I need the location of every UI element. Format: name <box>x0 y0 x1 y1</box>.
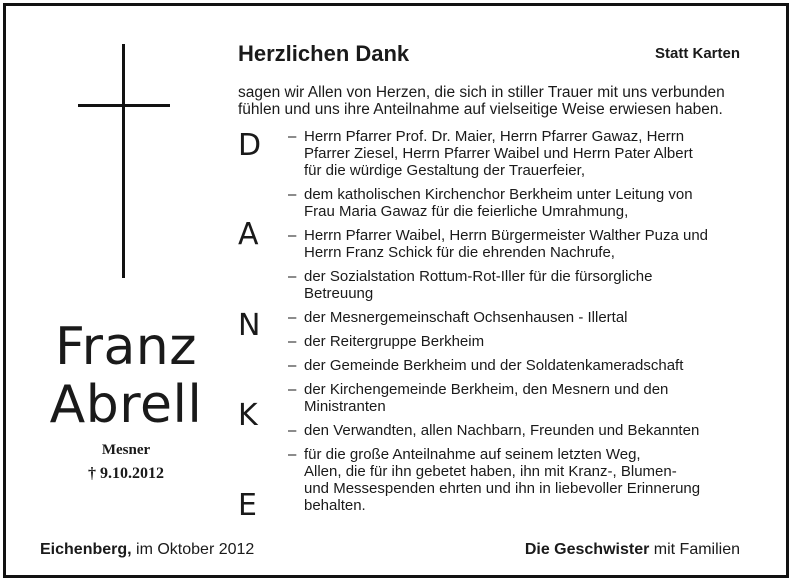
list-item-text: den Verwandten, allen Nachbarn, Freunden und Bekannten <box>304 422 700 439</box>
intro-line: fühlen und uns ihre Anteilnahme auf vielseitige Weise erwiesen haben. <box>238 101 723 118</box>
footer-signature <box>525 541 740 559</box>
dash-mark: – <box>288 186 297 203</box>
list-item <box>288 227 768 261</box>
list-item-text: der Sozialstation Rottum-Rot-Iller für die fürsorgliche Betreuung <box>304 268 653 302</box>
intro-line: sagen wir Allen von Herzen, die sich in stiller Trauer mit uns verbunden <box>238 84 725 101</box>
footer-place: Eichenberg, <box>40 541 132 558</box>
profession: Mesner <box>101 442 151 458</box>
last-name: Abrell <box>49 375 203 435</box>
footer-family-rest: mit Familien <box>653 541 740 558</box>
obituary-card <box>3 3 789 578</box>
list-item-text: der Reitergruppe Berkheim <box>304 333 485 350</box>
list-item-text: der Kirchengemeinde Berkheim, den Mesnern und den Ministranten <box>304 381 669 415</box>
intro-text <box>238 84 758 118</box>
dash-mark: – <box>288 446 297 463</box>
footer-place-date <box>40 541 254 559</box>
list-item-text: für die große Anteilnahme auf seinem letzten Weg, Allen, die für ihn gebetet haben, ihn mit Kranz-, Blumen- und Messespenden ehrten und ihn in liebevoller Erinnerung behalten. <box>304 446 701 514</box>
deceased-block <box>36 318 216 483</box>
dash-mark: – <box>288 309 297 326</box>
list-item <box>288 357 768 374</box>
death-cross-mark: † <box>88 465 96 482</box>
list-item-text: Herrn Pfarrer Prof. Dr. Maier, Herrn Pfarrer Gawaz, Herrn Pfarrer Ziesel, Herrn Pfarrer Waibel und Herrn Pater Albert für die würdige Gestaltung der Trauerfeier, <box>304 128 693 179</box>
statt-karten-label: Statt Karten <box>654 45 740 62</box>
list-item <box>288 381 768 415</box>
list-item-text: dem katholischen Kirchenchor Berkheim unter Leitung von Frau Maria Gawaz für die feierliche Umrahmung, <box>304 186 693 220</box>
page-title: Herzlichen Dank <box>238 41 410 66</box>
footer-family-bold: Die Geschwister <box>524 541 650 558</box>
list-item <box>288 128 768 179</box>
list-item <box>288 333 768 350</box>
danke-letter-d: D <box>238 128 262 163</box>
list-item <box>288 422 768 439</box>
list-item <box>288 446 768 514</box>
dash-mark: – <box>288 333 297 350</box>
dash-mark: – <box>288 422 297 439</box>
list-item <box>288 186 768 220</box>
list-item-text: der Gemeinde Berkheim und der Soldatenkameradschaft <box>304 357 684 374</box>
danke-letter-k: K <box>238 398 258 433</box>
footer-date: im Oktober 2012 <box>136 541 255 558</box>
list-item-text: Herrn Pfarrer Waibel, Herrn Bürgermeister Walther Puza und Herrn Franz Schick für die ehrenden Nachrufe, <box>304 227 709 261</box>
cross-horizontal-bar <box>78 104 170 107</box>
dash-mark: – <box>288 357 297 374</box>
danke-letter-n: N <box>238 308 261 343</box>
danke-letter-e: E <box>238 488 257 523</box>
first-name: Franz <box>54 317 198 377</box>
thanks-list <box>288 128 768 521</box>
dash-mark: – <box>288 128 297 145</box>
list-item-text: der Mesnergemeinschaft Ochsenhausen - Illertal <box>304 309 628 326</box>
list-item <box>288 268 768 302</box>
death-date: 9.10.2012 <box>100 465 164 482</box>
list-item <box>288 309 768 326</box>
dash-mark: – <box>288 381 297 398</box>
death-line <box>36 465 216 483</box>
dash-mark: – <box>288 227 297 244</box>
danke-letter-a: A <box>238 217 259 252</box>
dash-mark: – <box>288 268 297 285</box>
cross-vertical-bar <box>122 44 125 278</box>
